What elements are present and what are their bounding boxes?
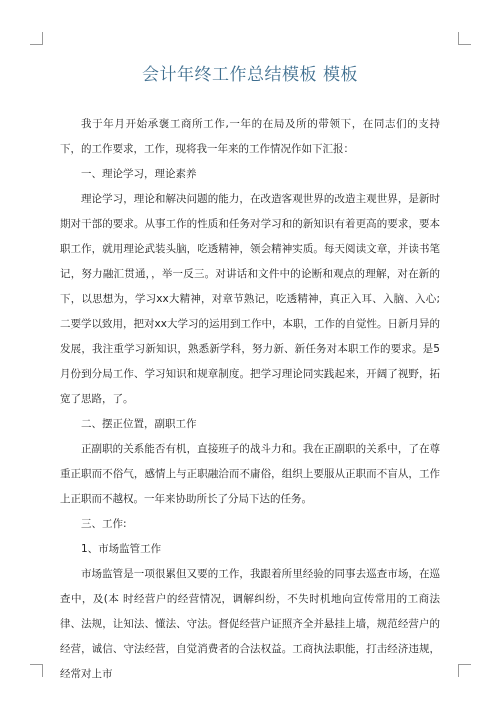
crop-mark-top-left [30, 32, 43, 45]
heading-market-supervision: 1、市场监管工作 [81, 543, 162, 555]
crop-mark-top-right [458, 32, 471, 45]
heading-work: 三、工作: [81, 518, 127, 530]
paragraph-deputy-role: 正副职的关系能否有机，直接班子的战斗力和。我在正副职的关系中，了在尊重正职而不俗气，感情上与正职融洽而不庸俗，组织上要服从正职而不盲从，工作上正职而不越权。一年来协助所长了分局下达的任务。 [60, 443, 440, 505]
document-body [60, 112, 440, 687]
heading-theory-study: 一、理论学习，理论素养 [81, 168, 197, 180]
crop-mark-bottom-left [30, 664, 43, 677]
heading-deputy-role: 二、摆正位置，副职工作 [81, 418, 197, 430]
crop-mark-bottom-right [458, 664, 471, 677]
paragraph-market-supervision: 市场监管是一项很累但又要的工作，我跟着所里经验的同事去巡查市场，在巡查中，及(本 时经营户的经营情况，调解纠纷，不失时机地向宣传常用的工商法律、法规，让知法、懂法、守法。督促经营户证照齐全并悬挂上墙，规范经营户的经营，诚信、守法经营，自觉消费者的合法权益。工商执法职能，打击经济违规，经常对上市 [60, 568, 440, 680]
paragraph-theory-study: 理论学习，理论和解决问题的能力，在改造客观世界的改造主观世界，是新时期对干部的要求。从事工作的性质和任务对学习和的新知识有着更高的要求，要本职工作，就用理论武装头脑，吃透精神，领会精神实质。每天阅读文章，并读书笔记，努力融汇贯通，，举一反三。对讲话和文件中的论断和观点的理解，对在新的下，以思想为，学习xx大精神，对章节熟记，吃透精神，真正入耳、入脑、入心;二要学以致用，把对xx大学习的运用到工作中，本职，工作的自觉性。日新月异的发展，我注重学习新知识，熟悉新学科，努力新、新任务对本职工作的要求。是5月份到分局工作、学习知识和规章制度。把学习理论同实践起来，开阔了视野，拓宽了思路，了。 [60, 193, 440, 405]
paragraph-intro: 我于年月开始承褒工商所工作,一年的在局及所的带领下，在同志们的支持下，的工作要求，工作，现将我一年来的工作情况作如下汇报： [60, 118, 440, 155]
document-title: 会计年终工作总结模板 模板 [142, 65, 358, 85]
